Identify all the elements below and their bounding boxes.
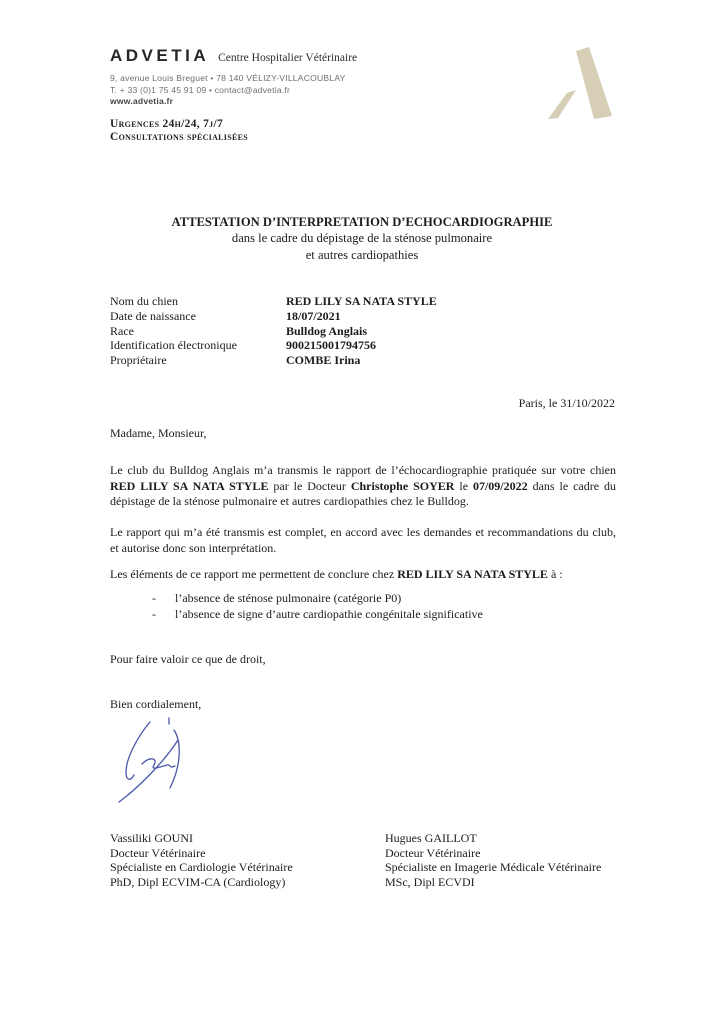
closing-regards: Bien cordialement,: [110, 697, 202, 711]
address-block: [110, 73, 540, 108]
website-text: www.advetia.fr: [110, 96, 174, 107]
signer-credentials: MSc, Dipl ECVDI: [385, 875, 475, 890]
list-dash-marker: -: [152, 591, 156, 605]
findings-list: [152, 590, 612, 622]
address-line: 9, avenue Louis Breguet • 78 140 VÉLIZY-VILLACOUBLAY: [110, 73, 346, 83]
signer-credentials: PhD, Dipl ECVIM-CA (Cardiology): [110, 875, 286, 890]
patient-row-birthdate: [110, 309, 616, 324]
title-line3: et autres cardiopathies: [305, 247, 419, 262]
letterhead: [110, 46, 540, 145]
p1-doctor-name: Christophe SOYER: [350, 478, 455, 493]
p3-text: à :: [547, 567, 563, 581]
title-line1: ATTESTATION D’INTERPRETATION D’ECHOCARDIOGRAPHIE: [171, 215, 553, 229]
signer-name: Vassiliki GOUNI: [110, 831, 193, 845]
patient-value: COMBE Irina: [286, 353, 361, 368]
signer-specialty: Spécialiste en Cardiologie Vétérinaire: [110, 860, 293, 875]
finding-text: l’absence de sténose pulmonaire (catégorie P0): [175, 591, 402, 605]
consultations-line: Consultations spécialisées: [110, 131, 248, 144]
patient-row-chip-id: [110, 338, 616, 353]
phone-email-line: T. + 33 (0)1 75 45 91 09 • contact@advetia.fr: [110, 84, 291, 95]
patient-row-name: [110, 294, 616, 309]
patient-details: [110, 294, 616, 368]
patient-label: Identification électronique: [110, 338, 237, 353]
patient-value: 900215001794756: [286, 338, 376, 353]
finding-item-no-stenosis: [152, 590, 612, 606]
emergency-block: [110, 118, 540, 145]
brand-tagline: Centre Hospitalier Vétérinaire: [218, 52, 358, 64]
emergency-line: Urgences 24h/24, 7j/7: [110, 117, 224, 130]
patient-label: Race: [110, 323, 134, 338]
paragraph-report-complete: Le rapport qui m’a été transmis est complet, en accord avec les demandes et recommandations du club, et autorise donc son interprétation.: [110, 525, 616, 555]
brand-wordmark: ADVETIA: [110, 46, 210, 65]
paragraph-conclusion-intro: [110, 567, 616, 583]
patient-label: Nom du chien: [110, 294, 178, 308]
p3-dog-name: RED LILY SA NATA STYLE: [397, 567, 548, 581]
dateline: Paris, le 31/10/2022: [518, 396, 615, 410]
signer-specialty: Spécialiste en Imagerie Médicale Vétérinaire: [385, 860, 602, 875]
patient-label: Date de naissance: [110, 308, 196, 323]
signer-title: Docteur Vétérinaire: [385, 845, 481, 860]
list-dash-marker: -: [152, 607, 156, 622]
patient-value: Bulldog Anglais: [286, 323, 368, 338]
signer-left: [110, 831, 385, 890]
signers-block: [110, 831, 630, 890]
handwritten-signature: [112, 716, 252, 811]
signer-name: Hugues GAILLOT: [385, 831, 477, 845]
patient-value: 18/07/2021: [286, 308, 341, 323]
brand-row: [110, 46, 540, 66]
patient-value: RED LILY SA NATA STYLE: [286, 294, 437, 308]
finding-item-no-congenital-disease: [152, 606, 612, 622]
patient-row-owner: [110, 353, 616, 368]
title-line2: dans le cadre du dépistage de la sténose pulmonaire: [231, 231, 493, 246]
p1-text: dans le cadre du dépistage de la sténose pulmonaire et autres cardiopathies chez le Bulldog.: [110, 478, 616, 509]
p1-dog-name: RED LILY SA NATA STYLE: [110, 478, 269, 493]
p1-exam-date: 07/09/2022: [472, 478, 528, 493]
paragraph-report-received: [110, 463, 616, 510]
patient-row-breed: [110, 324, 616, 339]
p1-text: par le Docteur: [268, 478, 351, 493]
salutation: Madame, Monsieur,: [110, 426, 207, 440]
finding-text: l’absence de signe d’autre cardiopathie congénitale significative: [175, 607, 483, 622]
p1-text: Le club du Bulldog Anglais m’a transmis le rapport de l’échocardiographie pratiquée sur votre chien: [110, 463, 616, 477]
patient-label: Propriétaire: [110, 353, 167, 368]
signer-right: [385, 831, 601, 890]
closing-legal-phrase: Pour faire valoir ce que de droit,: [110, 652, 266, 666]
document-title: [109, 214, 615, 263]
p1-text: le: [454, 478, 473, 493]
p3-text: Les éléments de ce rapport me permettent de conclure chez: [110, 567, 398, 581]
advetia-a-logo-icon: [546, 46, 616, 122]
signer-title: Docteur Vétérinaire: [110, 845, 206, 860]
